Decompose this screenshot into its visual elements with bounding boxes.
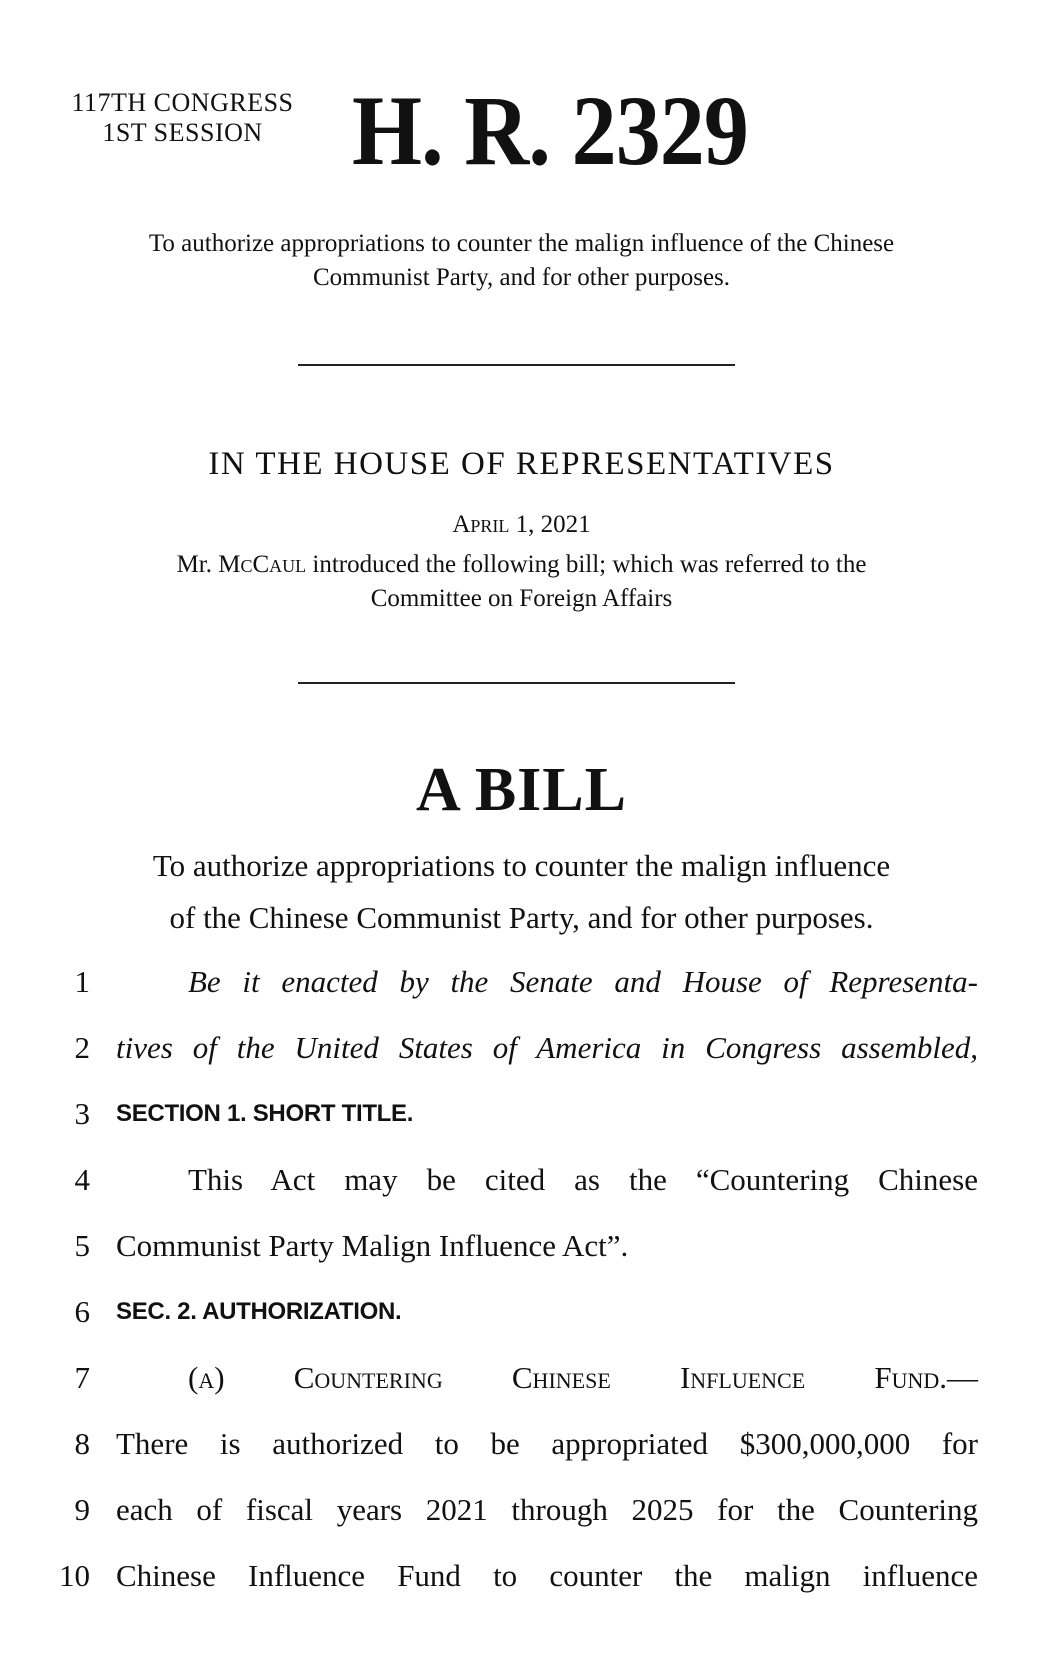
sponsor-prefix: Mr. (176, 551, 219, 578)
line-text: Communist Party Malign Influence Act”. (116, 1228, 629, 1263)
subsection-heading: (a) Countering Chinese Influence Fund.— (188, 1360, 978, 1395)
line-number: 8 (74, 1426, 90, 1461)
line-text: This Act may be cited as the “Countering Chinese (188, 1162, 978, 1197)
long-title-line-2: of the Chinese Communist Party, and for other purposes. (169, 900, 874, 935)
long-title (60, 840, 983, 944)
divider-rule (298, 364, 735, 366)
introduction-date: April 1, 2021 (452, 511, 591, 538)
line-number: 10 (59, 1558, 90, 1593)
line-number: 2 (74, 1030, 90, 1065)
line-number: 1 (74, 964, 90, 999)
line-number: 3 (74, 1096, 90, 1131)
bill-number: H. R. 2329 (352, 75, 748, 186)
congress-session-block (50, 88, 315, 148)
introduction-line-1 (80, 548, 963, 582)
cover-title-line-1: To authorize appropriations to counter the malign influence of the Chinese (148, 230, 895, 257)
sponsor-name: McCaul (218, 551, 307, 578)
numbered-line (0, 1089, 1043, 1139)
numbered-line (0, 1485, 1043, 1535)
line-number: 6 (74, 1294, 90, 1329)
numbered-line (0, 1551, 1043, 1601)
line-text: Be it enacted by the Senate and House of Representa- (188, 964, 978, 999)
numbered-line (0, 1023, 1043, 1073)
cover-title-line-2: Communist Party, and for other purposes. (312, 264, 731, 291)
numbered-line (0, 1221, 1043, 1271)
section-heading: SECTION 1. SHORT TITLE. (116, 1100, 414, 1127)
congress-label: 117TH CONGRESS (71, 88, 294, 117)
numbered-line (0, 957, 1043, 1007)
divider-rule (298, 682, 735, 684)
numbered-line (0, 1353, 1043, 1403)
session-label: 1ST SESSION (102, 118, 263, 147)
line-text: Chinese Influence Fund to counter the malign influence (116, 1558, 978, 1593)
introduction-statement (80, 548, 963, 616)
numbered-line (0, 1155, 1043, 1205)
line-text: There is authorized to be appropriated $300,000,000 for (116, 1426, 978, 1461)
bill-heading: A BILL (415, 756, 628, 824)
line-number: 5 (74, 1228, 90, 1263)
line-number: 4 (74, 1162, 90, 1197)
long-title-line-1: To authorize appropriations to counter the malign influence (152, 848, 891, 883)
numbered-line (0, 1419, 1043, 1469)
line-text: tives of the United States of America in Congress assembled, (116, 1030, 978, 1065)
line-number: 9 (74, 1492, 90, 1527)
line-number: 7 (74, 1360, 90, 1395)
chamber-heading: IN THE HOUSE OF REPRESENTATIVES (208, 446, 835, 482)
committee-referral: Committee on Foreign Affairs (370, 585, 673, 612)
line-text: each of fiscal years 2021 through 2025 for the Countering (116, 1492, 978, 1527)
cover-title (60, 227, 983, 295)
section-heading: SEC. 2. AUTHORIZATION. (116, 1298, 402, 1325)
numbered-line (0, 1287, 1043, 1337)
introduction-line-1-rest: introduced the following bill; which was referred to the (306, 551, 867, 578)
